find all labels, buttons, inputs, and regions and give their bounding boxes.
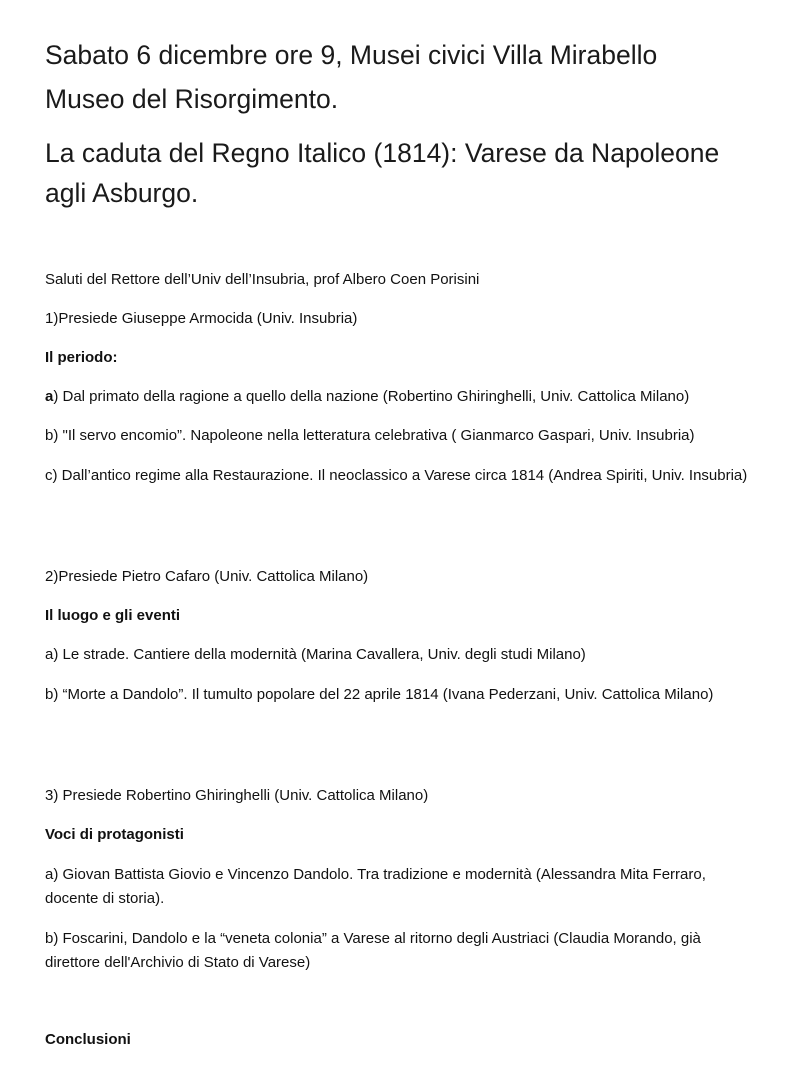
session1-chair: 1)Presiede Giuseppe Armocida (Univ. Insubria) [45,310,358,327]
session1-item-c: c) Dall’antico regime alla Restaurazione. Il neoclassico a Varese circa 1814 (Andrea Spiriti, Univ. Insubria) [45,467,748,484]
greeting-line: Saluti del Rettore dell’Univ dell’Insubria, prof Albero Coen Porisini [45,271,480,288]
header-line-title: La caduta del Regno Italico (1814): Varese da Napoleone [45,138,720,168]
header-line-museum: Museo del Risorgimento. [45,84,339,114]
session2-item-b: b) “Morte a Dandolo”. Il tumulto popolare del 22 aprile 1814 (Ivana Pederzani, Univ. Cattolica Milano) [45,686,714,703]
header-line-subtitle: agli Asburgo. [45,178,199,208]
session2-heading: Il luogo e gli eventi [45,607,181,624]
session2-item-a: a) Le strade. Cantiere della modernità (Marina Cavallera, Univ. degli studi Milano) [45,646,586,663]
session2-chair: 2)Presiede Pietro Cafaro (Univ. Cattolica Milano) [45,568,369,585]
session3-chair: 3) Presiede Robertino Ghiringhelli (Univ. Cattolica Milano) [45,787,429,804]
header-line-date-venue: Sabato 6 dicembre ore 9, Musei civici Villa Mirabello [45,40,658,70]
conclusions-heading: Conclusioni [45,1031,131,1048]
item-a-text: ) Dal primato della ragione a quello della nazione (Robertino Ghiringhelli, Univ. Cattolica Milano) [53,388,690,405]
session3-heading: Voci di protagonisti [45,826,184,843]
session1-heading: Il periodo: [45,349,118,366]
item-a-letter: a [45,388,54,405]
session3-item-b: b) Foscarini, Dandolo e la “veneta colonia” a Varese al ritorno degli Austriaci (Claudia Morando, già direttore dell'Archivio di Stato di Varese) [45,930,701,971]
session3-item-a: a) Giovan Battista Giovio e Vincenzo Dandolo. Tra tradizione e modernità (Alessandra Mita Ferraro, docente di storia). [45,866,706,907]
session1-item-a [45,387,689,407]
session1-item-b: b) "Il servo encomio”. Napoleone nella letteratura celebrativa ( Gianmarco Gaspari, Univ. Insubria) [45,427,695,444]
